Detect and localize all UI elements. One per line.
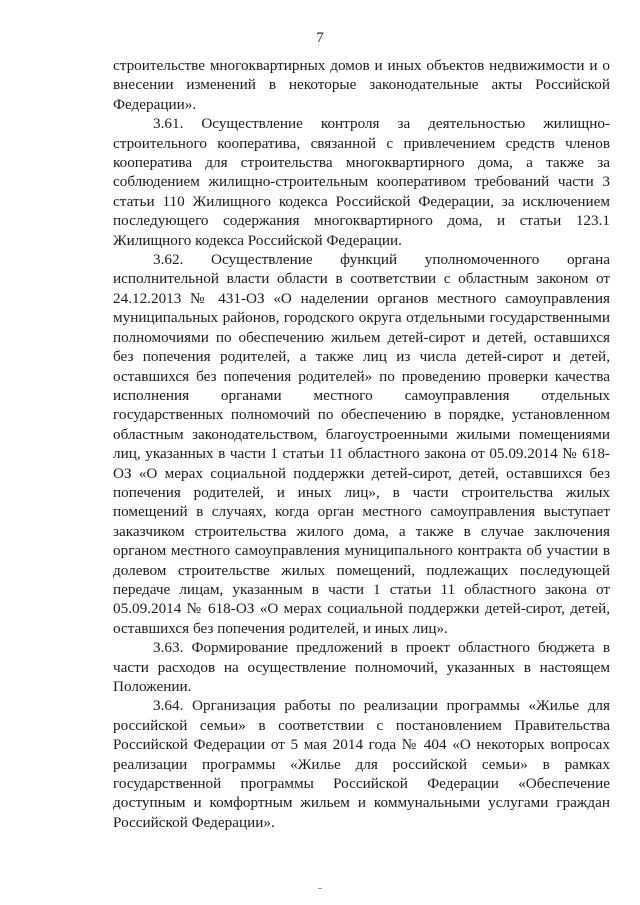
paragraph-continuation: строительстве многоквартирных домов и иных объектов недвижимости и о внесении изменений в некоторые законодательные акты Российской Федерации». <box>113 57 610 113</box>
document-body <box>113 56 610 832</box>
paragraph-3-64: 3.64. Организация работы по реализации программы «Жилье для российской семьи» в соответствии с постановлением Правительства Российской Федерации от 5 мая 2014 года № 404 «О некоторых вопросах реализации программы «Жилье для российской семьи» в рамках государственной программы Российской Федерации «Обеспечение доступным и комфортным жильем и коммунальными услугами граждан Российской Федерации». <box>113 697 610 831</box>
scan-artifact <box>318 888 322 889</box>
paragraph-3-62: 3.62. Осуществление функций уполномоченного органа исполнительной власти области в соответствии с областным законом от 24.12.2013 № 431-ОЗ «О наделении органов местного самоуправления муниципальных районов, городского округа отдельными государственными полномочиями по обеспечению жильем детей-сирот и детей, оставшихся без попечения родителей, а также лиц из числа детей-сирот и детей, оставшихся без попечения родителей» по проведению проверки качества исполнения органами местного самоуправления отдельных государственных полномочий по обеспечению в порядке, установленном областным законодательством, благоустроенными жилыми помещениями лиц, указанных в части 1 статьи 11 областного закона от 05.09.2014 № 618-ОЗ «О мерах социальной поддержки детей-сирот, детей, оставшихся без попечения родителей, и иных лиц», в части строительства жилых помещений в случаях, когда орган местного самоуправления выступает заказчиком строительства жилого дома, а также в случае заключения органом местного самоуправления муниципального контракта об участии в долевом строительстве жилых помещений, подлежащих последующей передаче лицам, указанным в части 1 статьи 11 областного закона от 05.09.2014 № 618-ОЗ «О мерах социальной поддержки детей-сирот, детей, оставшихся без попечения родителей, и иных лиц». <box>113 251 610 637</box>
paragraph-3-63: 3.63. Формирование предложений в проект областного бюджета в части расходов на осуществление полномочий, указанных в настоящем Положении. <box>113 639 610 695</box>
paragraph-3-61: 3.61. Осуществление контроля за деятельностью жилищно-строительного кооператива, связанной с привлечением средств членов кооператива для строительства многоквартирного дома, а также за соблюдением жилищно-строительным кооперативом требований части 3 статьи 110 Жилищного кодекса Российской Федерации, за исключением последующего содержания многоквартирного дома, и статьи 123.1 Жилищного кодекса Российской Федерации. <box>113 115 610 249</box>
page-number: 7 <box>316 30 324 46</box>
